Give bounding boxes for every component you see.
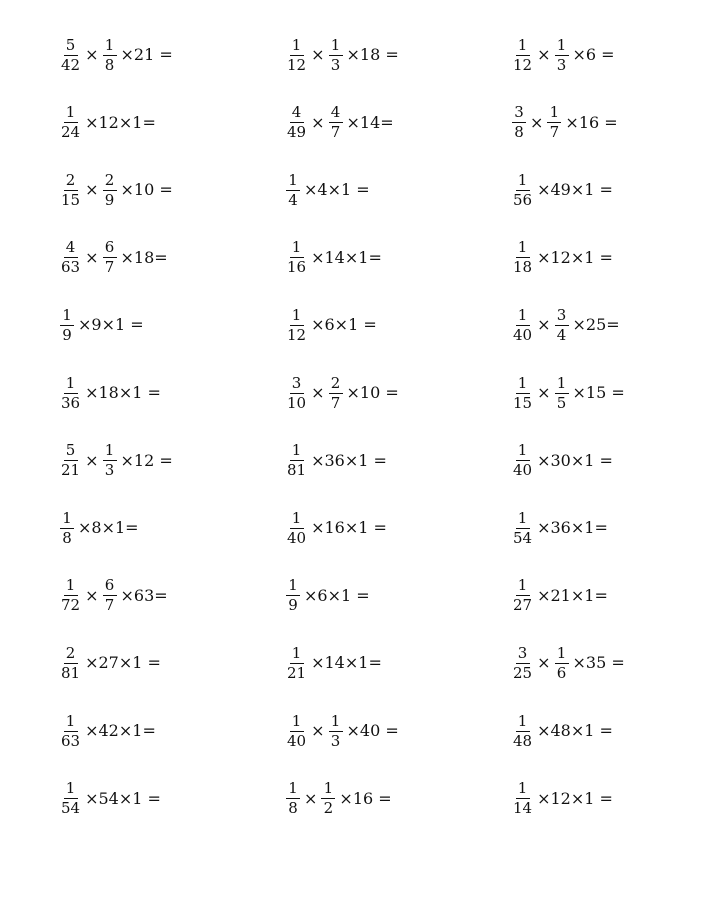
- numerator: 1: [64, 376, 78, 394]
- numerator: 1: [321, 781, 335, 799]
- times-sign: ×: [537, 383, 551, 402]
- numerator: 3: [516, 646, 530, 664]
- expression-tail: ×10 =: [120, 180, 173, 200]
- problem-6: [510, 98, 618, 148]
- expression-tail: ×12 =: [120, 450, 173, 470]
- numerator: 5: [64, 38, 78, 56]
- denominator: 4: [288, 190, 298, 209]
- fraction: [286, 643, 307, 682]
- numerator: 5: [64, 443, 78, 461]
- denominator: 24: [61, 123, 81, 142]
- fraction: [286, 578, 300, 613]
- denominator: 63: [61, 731, 81, 750]
- problem-33: [510, 706, 613, 756]
- numerator: 4: [64, 240, 78, 258]
- fraction: [555, 35, 569, 74]
- problem-3: [510, 30, 615, 80]
- denominator: 5: [556, 393, 567, 412]
- fraction: [60, 373, 81, 412]
- numerator: 1: [516, 38, 530, 56]
- numerator: 1: [64, 578, 78, 596]
- fraction: [60, 170, 81, 209]
- denominator: 12: [513, 55, 533, 74]
- numerator: 1: [555, 376, 569, 394]
- fraction: [512, 170, 533, 209]
- times-sign: ×: [311, 112, 325, 132]
- numerator: 2: [329, 376, 343, 394]
- fraction: [286, 711, 307, 750]
- numerator: 1: [329, 38, 343, 56]
- numerator: 2: [64, 173, 78, 191]
- problem-34: [58, 774, 161, 824]
- fraction: [286, 170, 300, 209]
- denominator: 6: [556, 663, 567, 682]
- problem-12: [510, 233, 613, 283]
- fraction: [60, 578, 81, 613]
- numerator: 1: [516, 443, 530, 461]
- problem-36: [510, 774, 613, 824]
- fraction: [60, 643, 81, 682]
- denominator: 3: [330, 55, 341, 74]
- numerator: 1: [516, 578, 530, 596]
- expression-tail: ×6×1 =: [311, 315, 377, 335]
- denominator: 72: [61, 596, 81, 615]
- numerator: 1: [290, 240, 304, 258]
- problem-31: [58, 706, 156, 756]
- problem-8: [284, 165, 370, 215]
- expression-tail: ×12×1 =: [537, 788, 613, 808]
- numerator: 1: [103, 38, 117, 56]
- denominator: 7: [104, 596, 115, 615]
- fraction: [103, 443, 117, 478]
- numerator: 4: [290, 105, 304, 123]
- numerator: 1: [286, 781, 300, 799]
- expression-tail: ×16 =: [565, 112, 618, 132]
- denominator: 40: [513, 325, 533, 344]
- denominator: 3: [330, 731, 341, 750]
- times-sign: ×: [304, 788, 318, 808]
- numerator: 3: [290, 376, 304, 394]
- expression-tail: ×54×1 =: [85, 788, 161, 808]
- problem-9: [510, 165, 613, 215]
- numerator: 1: [516, 376, 530, 394]
- expression-tail: ×36×1=: [537, 518, 608, 538]
- expression-tail: ×18×1 =: [85, 383, 161, 402]
- times-sign: ×: [85, 585, 99, 605]
- expression-tail: ×14=: [346, 112, 394, 132]
- denominator: 8: [104, 55, 115, 74]
- expression-tail: ×4×1 =: [304, 180, 370, 200]
- expression-tail: ×21×1=: [537, 585, 608, 605]
- denominator: 42: [61, 55, 81, 74]
- expression-tail: ×6×1 =: [304, 585, 370, 605]
- expression-tail: ×36×1 =: [311, 450, 387, 470]
- numerator: 1: [103, 443, 117, 461]
- expression-tail: ×12×1=: [85, 112, 156, 132]
- numerator: 1: [290, 38, 304, 56]
- denominator: 40: [287, 528, 307, 547]
- problem-14: [284, 300, 377, 350]
- fraction: [512, 508, 533, 547]
- denominator: 2: [323, 799, 334, 818]
- fraction: [60, 711, 81, 750]
- problem-35: [284, 774, 392, 824]
- denominator: 15: [61, 190, 81, 209]
- times-sign: ×: [537, 653, 551, 673]
- fraction: [512, 240, 533, 275]
- expression-tail: ×10 =: [346, 383, 399, 402]
- problem-17: [284, 368, 399, 418]
- problem-29: [284, 638, 382, 688]
- fraction: [321, 781, 335, 816]
- fraction: [286, 240, 307, 275]
- numerator: 1: [60, 308, 74, 326]
- problem-32: [284, 706, 399, 756]
- fraction: [60, 35, 81, 74]
- fraction: [512, 781, 533, 816]
- problem-19: [58, 436, 173, 486]
- numerator: 1: [516, 781, 530, 799]
- expression-tail: ×14×1=: [311, 653, 382, 673]
- problem-21: [510, 436, 613, 486]
- numerator: 1: [290, 308, 304, 326]
- expression-tail: ×63=: [120, 585, 168, 605]
- problem-10: [58, 233, 168, 283]
- fraction: [286, 35, 307, 74]
- fraction: [60, 105, 81, 140]
- fraction: [512, 105, 526, 140]
- problem-18: [510, 368, 625, 418]
- problem-23: [284, 503, 387, 553]
- expression-tail: ×27×1 =: [85, 653, 161, 673]
- problem-25: [58, 571, 168, 621]
- denominator: 16: [287, 258, 307, 277]
- denominator: 56: [513, 190, 533, 209]
- problem-27: [510, 571, 608, 621]
- expression-tail: ×48×1 =: [537, 721, 613, 740]
- times-sign: ×: [85, 45, 99, 64]
- denominator: 3: [104, 461, 115, 480]
- fraction: [547, 105, 561, 140]
- fraction: [103, 35, 117, 74]
- numerator: 1: [516, 308, 530, 326]
- denominator: 21: [61, 461, 81, 480]
- fraction: [60, 508, 74, 547]
- fraction: [555, 373, 569, 412]
- fraction: [329, 373, 343, 412]
- numerator: 1: [555, 646, 569, 664]
- problem-5: [284, 98, 394, 148]
- problem-13: [58, 300, 144, 350]
- numerator: 6: [103, 240, 117, 258]
- expression-tail: ×21 =: [120, 45, 173, 64]
- expression-tail: ×12×1 =: [537, 247, 613, 267]
- fraction: [286, 373, 307, 412]
- fraction: [103, 240, 117, 275]
- numerator: 1: [286, 173, 300, 191]
- denominator: 9: [62, 325, 72, 344]
- denominator: 7: [330, 393, 341, 412]
- expression-tail: ×30×1 =: [537, 450, 613, 470]
- numerator: 1: [290, 646, 304, 664]
- numerator: 2: [103, 173, 117, 191]
- times-sign: ×: [311, 383, 325, 402]
- denominator: 14: [513, 799, 533, 818]
- numerator: 1: [64, 714, 78, 732]
- problem-28: [58, 638, 161, 688]
- numerator: 1: [290, 443, 304, 461]
- fraction: [60, 240, 81, 275]
- fraction: [512, 443, 533, 478]
- problem-7: [58, 165, 173, 215]
- expression-tail: ×40 =: [346, 721, 399, 740]
- times-sign: ×: [537, 315, 551, 335]
- problem-24: [510, 503, 608, 553]
- numerator: 1: [64, 781, 78, 799]
- expression-tail: ×8×1=: [78, 518, 139, 538]
- denominator: 7: [330, 123, 341, 142]
- denominator: 54: [61, 799, 81, 818]
- numerator: 1: [290, 714, 304, 732]
- expression-tail: ×6 =: [572, 45, 615, 64]
- denominator: 25: [513, 663, 533, 682]
- denominator: 8: [62, 528, 72, 547]
- denominator: 12: [287, 55, 307, 74]
- denominator: 4: [556, 325, 567, 344]
- fraction: [512, 35, 533, 74]
- fraction: [286, 508, 307, 547]
- denominator: 10: [287, 393, 307, 412]
- numerator: 1: [290, 511, 304, 529]
- denominator: 40: [287, 731, 307, 750]
- fraction: [60, 305, 74, 344]
- denominator: 3: [556, 55, 567, 74]
- numerator: 1: [547, 105, 561, 123]
- denominator: 40: [513, 461, 533, 480]
- fraction: [512, 711, 533, 750]
- fraction: [103, 170, 117, 209]
- problem-2: [284, 30, 399, 80]
- numerator: 2: [64, 646, 78, 664]
- denominator: 48: [513, 731, 533, 750]
- fraction: [329, 105, 343, 140]
- denominator: 9: [104, 190, 115, 209]
- numerator: 1: [64, 105, 78, 123]
- denominator: 21: [287, 663, 307, 682]
- times-sign: ×: [537, 45, 551, 64]
- expression-tail: ×25=: [572, 315, 620, 335]
- expression-tail: ×15 =: [572, 383, 625, 402]
- times-sign: ×: [85, 247, 99, 267]
- numerator: 1: [516, 714, 530, 732]
- expression-tail: ×9×1 =: [78, 315, 144, 335]
- expression-tail: ×16 =: [339, 788, 392, 808]
- times-sign: ×: [311, 721, 325, 740]
- fraction: [512, 305, 533, 344]
- times-sign: ×: [311, 45, 325, 64]
- fraction: [512, 643, 533, 682]
- denominator: 54: [513, 528, 533, 547]
- expression-tail: ×49×1 =: [537, 180, 613, 200]
- problem-20: [284, 436, 387, 486]
- expression-tail: ×18=: [120, 247, 168, 267]
- denominator: 81: [287, 461, 307, 480]
- numerator: 1: [329, 714, 343, 732]
- denominator: 81: [61, 663, 81, 682]
- denominator: 7: [549, 123, 560, 142]
- denominator: 63: [61, 258, 81, 277]
- numerator: 6: [103, 578, 117, 596]
- numerator: 1: [555, 38, 569, 56]
- numerator: 3: [555, 308, 569, 326]
- problem-15: [510, 300, 620, 350]
- denominator: 36: [61, 393, 81, 412]
- fraction: [329, 711, 343, 750]
- expression-tail: ×14×1=: [311, 247, 382, 267]
- denominator: 12: [287, 325, 307, 344]
- problem-26: [284, 571, 370, 621]
- fraction: [60, 781, 81, 816]
- problem-22: [58, 503, 139, 553]
- fraction: [286, 443, 307, 478]
- fraction: [512, 578, 533, 613]
- problem-1: [58, 30, 173, 80]
- times-sign: ×: [530, 112, 544, 132]
- numerator: 1: [286, 578, 300, 596]
- numerator: 1: [60, 511, 74, 529]
- denominator: 18: [513, 258, 533, 277]
- denominator: 9: [288, 596, 298, 615]
- denominator: 27: [513, 596, 533, 615]
- problem-16: [58, 368, 161, 418]
- fraction: [555, 643, 569, 682]
- numerator: 1: [516, 240, 530, 258]
- problem-11: [284, 233, 382, 283]
- denominator: 7: [104, 258, 115, 277]
- denominator: 49: [287, 123, 307, 142]
- denominator: 8: [514, 123, 524, 142]
- fraction: [512, 373, 533, 412]
- expression-tail: ×16×1 =: [311, 518, 387, 538]
- times-sign: ×: [85, 450, 99, 470]
- denominator: 8: [288, 799, 298, 818]
- numerator: 3: [512, 105, 526, 123]
- numerator: 1: [516, 511, 530, 529]
- fraction: [329, 35, 343, 74]
- fraction: [103, 578, 117, 613]
- expression-tail: ×42×1=: [85, 721, 156, 740]
- fraction: [555, 305, 569, 344]
- fraction: [286, 781, 300, 816]
- fraction: [60, 443, 81, 478]
- times-sign: ×: [85, 180, 99, 200]
- expression-tail: ×18 =: [346, 45, 399, 64]
- problem-4: [58, 98, 156, 148]
- fraction: [286, 305, 307, 344]
- denominator: 15: [513, 393, 533, 412]
- problem-30: [510, 638, 625, 688]
- expression-tail: ×35 =: [572, 653, 625, 673]
- numerator: 1: [516, 173, 530, 191]
- numerator: 4: [329, 105, 343, 123]
- fraction: [286, 105, 307, 140]
